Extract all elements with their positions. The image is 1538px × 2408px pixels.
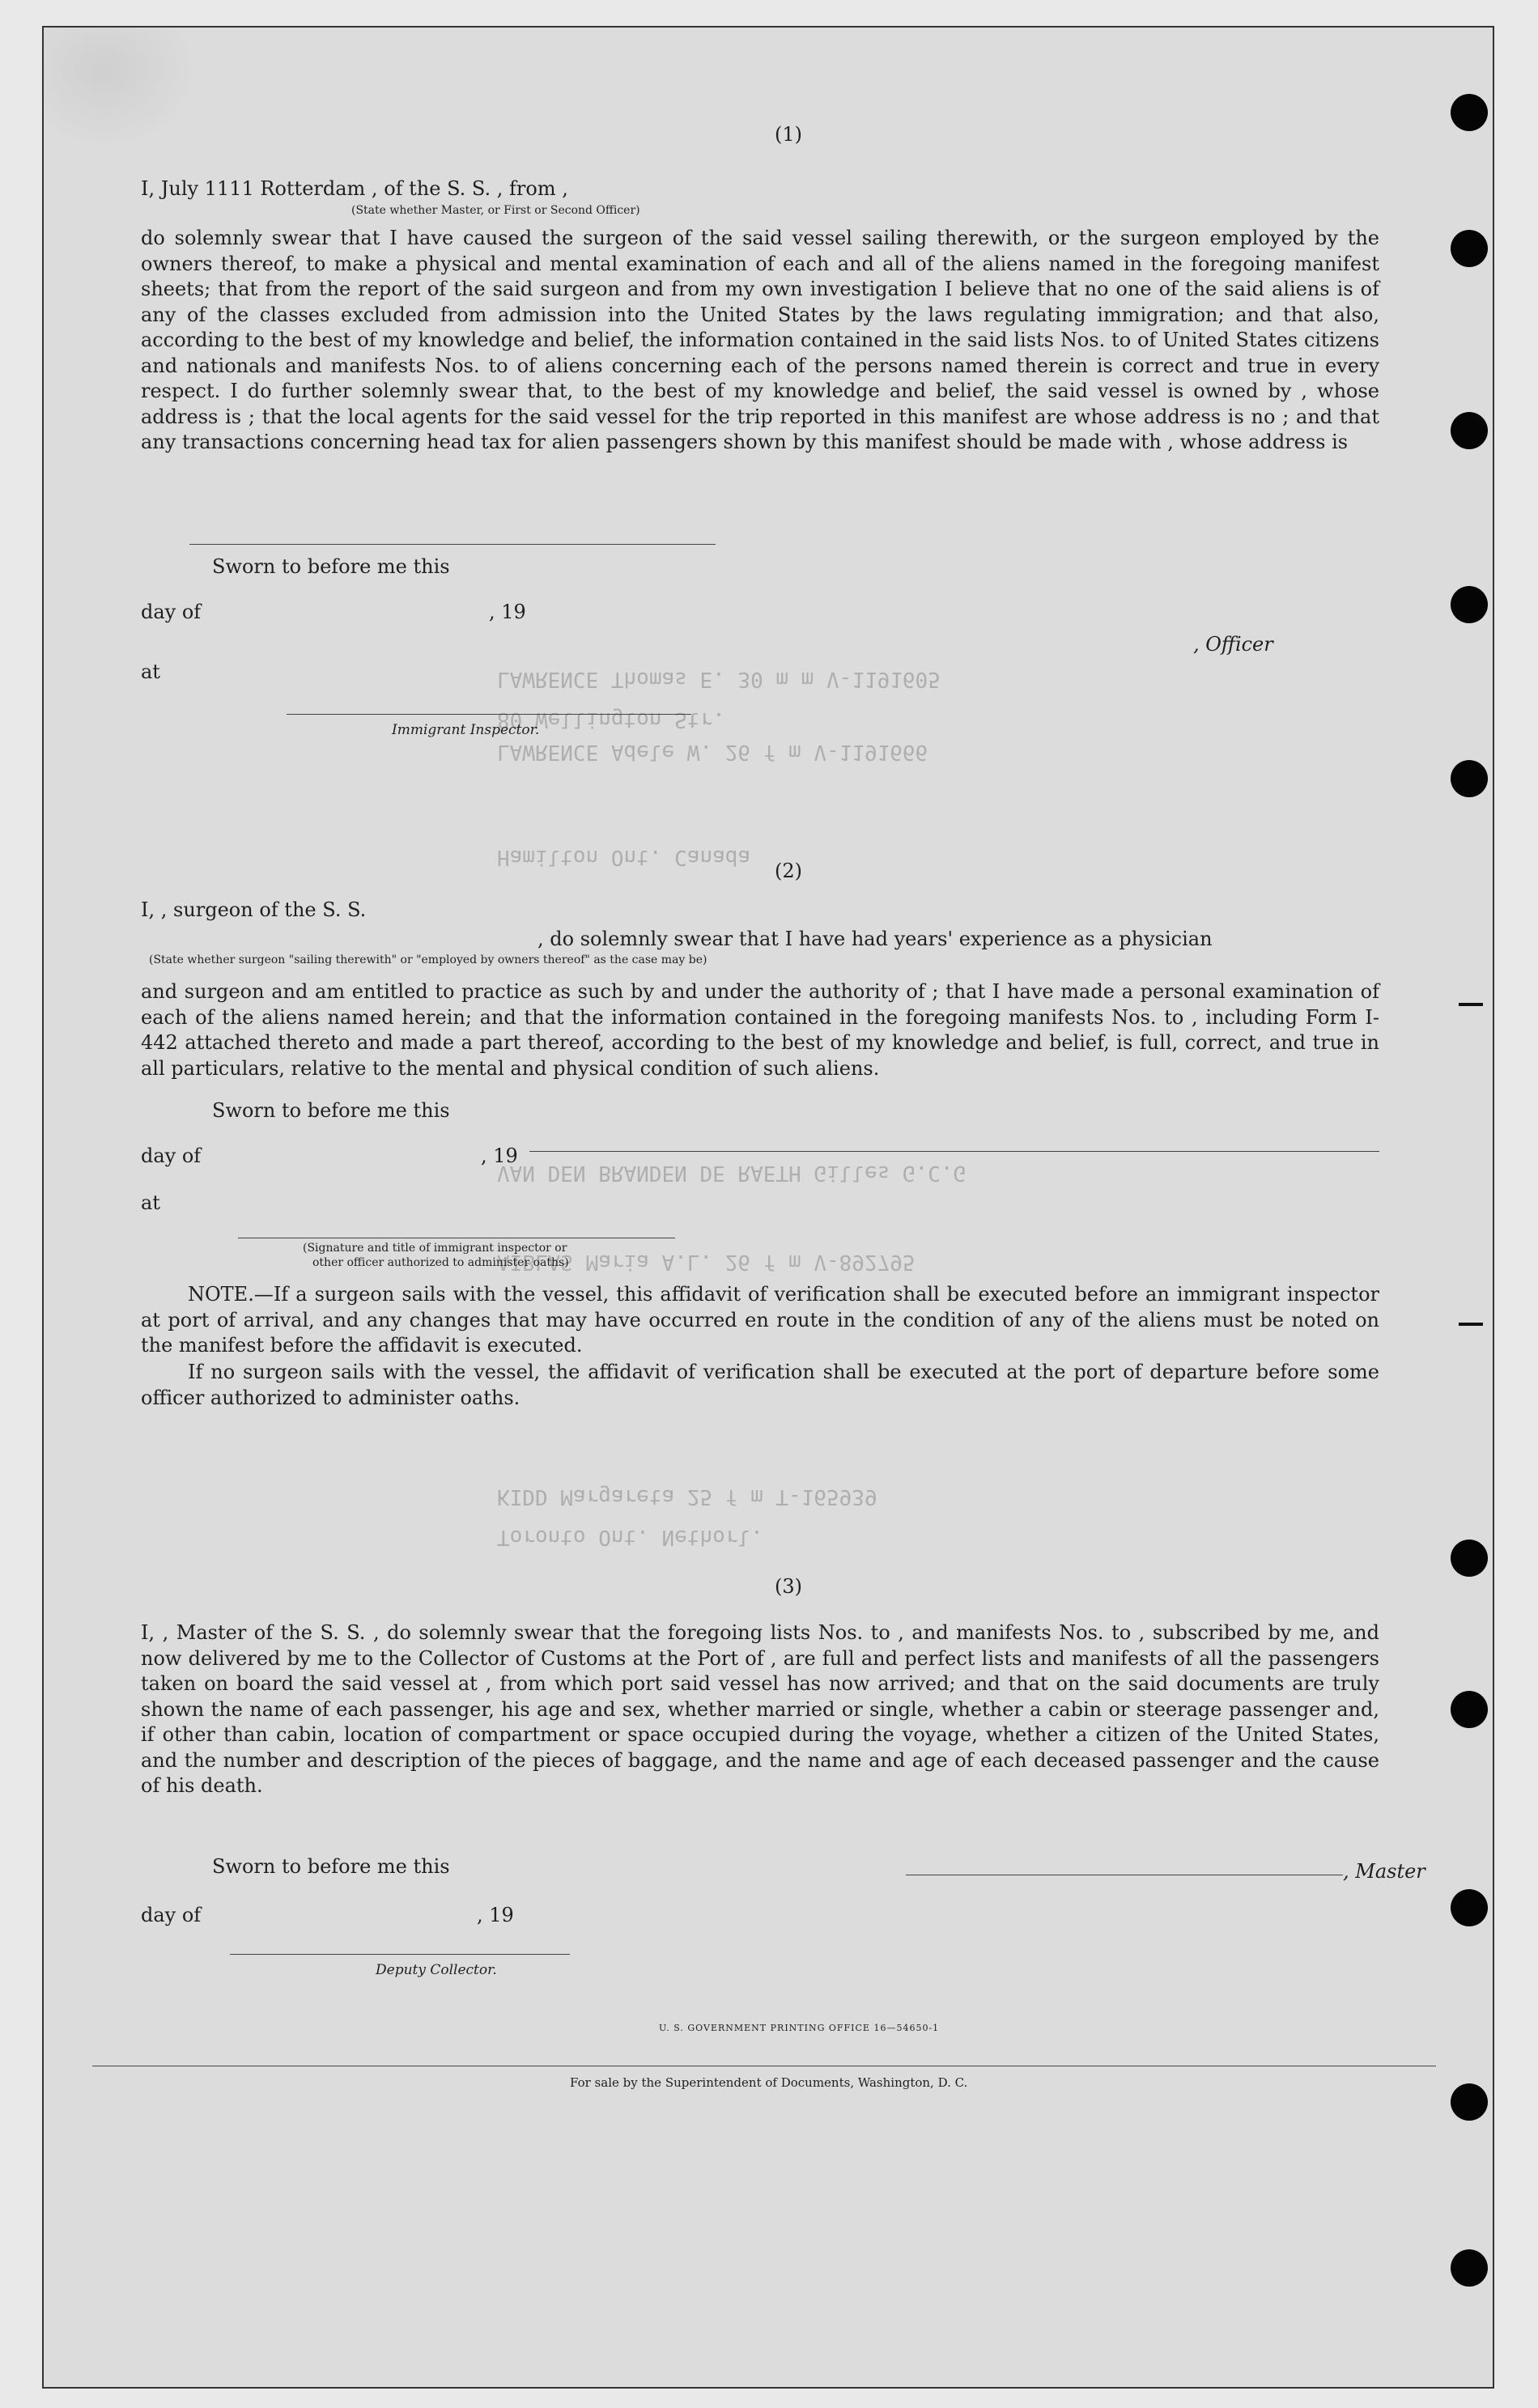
section-2-at: at bbox=[141, 1191, 160, 1214]
binder-hole bbox=[1451, 760, 1488, 797]
bleed-through-line: AIBLAS Maria A.L. 26 f m V-892795 bbox=[497, 1250, 916, 1274]
section-1-at: at bbox=[141, 660, 160, 683]
binder-hole bbox=[1451, 2083, 1488, 2121]
binder-hole bbox=[1451, 1691, 1488, 1728]
section-1-day-of: day of bbox=[141, 601, 202, 623]
master-label: , Master bbox=[1343, 1860, 1425, 1883]
bleed-through-line: LAWRENCE Thomas E. 30 m m V-1191605 bbox=[497, 667, 941, 691]
binder-hole bbox=[1451, 94, 1488, 131]
surgeon-caption: (State whether surgeon "sailing therewith" or "employed by owners thereof" as the case may be) bbox=[149, 953, 707, 966]
section-2-number: (2) bbox=[775, 860, 802, 882]
section-2-sworn: Sworn to before me this bbox=[212, 1099, 450, 1122]
deputy-signature-line bbox=[230, 1954, 570, 1955]
binder-hole bbox=[1451, 412, 1488, 449]
note-surgeon-sails: NOTE.—If a surgeon sails with the vessel, this affidavit of verification shall be executed before an immigrant inspector at port of arrival, and any changes that may have occurred en route in the condition of any of the aliens must be noted on the manifest before the affidavit is executed. bbox=[141, 1283, 1379, 1357]
surgeon-swear-line: , do solemnly swear that I have had years' experience as a physician bbox=[537, 928, 1213, 950]
bleed-through-line: Toronto Ont. Nethorl. bbox=[497, 1525, 763, 1549]
section-1-number: (1) bbox=[775, 123, 802, 146]
section-2-body: and surgeon and am entitled to practice as such by and under the authority of ; that I have made a personal examination of each of the aliens named herein; and that the information contained in the foregoing manifests Nos. to , including Form I-442 attached thereto and made a part thereof, according to the best of my knowledge and belief, is full, correct, and true in all particulars, relative to the mental and physical condition of such aliens. bbox=[141, 980, 1379, 1080]
section-3-year: , 19 bbox=[477, 1904, 514, 1926]
bleed-through-line: LAWRENCE Adele W. 26 f m V-1191666 bbox=[497, 740, 928, 764]
bleed-through-line: KIDD Margareta 25 f m T-165939 bbox=[497, 1484, 877, 1509]
binder-hole bbox=[1451, 1889, 1488, 1926]
deputy-collector-label: Deputy Collector. bbox=[376, 1962, 497, 1978]
manifest-back-page bbox=[42, 26, 1494, 2389]
officer-label: , Officer bbox=[1193, 633, 1273, 656]
sig-caption-1: (Signature and title of immigrant inspector or bbox=[303, 1242, 567, 1255]
note-no-surgeon: If no surgeon sails with the vessel, the affidavit of verification shall be executed at the port of departure before some officer authorized to administer oaths. bbox=[141, 1361, 1379, 1409]
binder-hole bbox=[1451, 230, 1488, 267]
surgeon-line: I, , surgeon of the S. S. bbox=[141, 898, 367, 921]
signature-line bbox=[529, 1151, 1379, 1152]
section-2-year: , 19 bbox=[481, 1145, 518, 1167]
punch-mark bbox=[1459, 1323, 1483, 1326]
section-3-body: I, , Master of the S. S. , do solemnly swear that the foregoing lists Nos. to , and manifests Nos. to , subscribed by me, and now delivered by me to the Collector of Customs at the Port of , are full and perfect lists and manifests of all the passengers taken on board the said vessel at , from which port said vessel has now arrived; and that on the said documents are truly shown the name of each passenger, his age and sex, whether married or single, whether a cabin or steerage passenger and, if other than cabin, location of compartment or space occupied during the voyage, whether a citizen of the United States, and the number and description of the pieces of baggage, and the name and age of each deceased passenger and the cause of his death. bbox=[141, 1621, 1379, 1797]
immigrant-inspector-label: Immigrant Inspector. bbox=[392, 722, 540, 738]
master-caption: (State whether Master, or First or Second Officer) bbox=[351, 204, 640, 217]
signature-line bbox=[189, 544, 716, 545]
bleed-through-line: VAN DEN BRANDEN DE RAETH Gilles G.C.G bbox=[497, 1161, 967, 1185]
punch-mark bbox=[1459, 1003, 1483, 1006]
section-1-oath-line: I, July 1111 Rotterdam , of the S. S. , from , bbox=[141, 177, 568, 200]
section-2-day-of: day of bbox=[141, 1145, 202, 1167]
binder-hole bbox=[1451, 1540, 1488, 1577]
bleed-through-line: Hamilton Ont. Canada bbox=[497, 845, 751, 869]
inspector-signature-line bbox=[287, 714, 691, 715]
sig-caption-2: other officer authorized to administer oaths) bbox=[312, 1256, 569, 1269]
section-1-body: do solemnly swear that I have caused the surgeon of the said vessel sailing therewith, or the surgeon employed by the owners thereof, to make a physical and mental examination of each and all of the aliens named in the foregoing manifest sheets; that from the report of the said surgeon and from my own investigation I believe that no one of the said aliens is of any of the classes excluded from admission into the United States by the laws regulating immigration; and that also, according to the best of my knowledge and belief, the information contained in the said lists Nos. to of United States citizens and nationals and manifests Nos. to of aliens concerning each of the persons named therein is correct and true in every respect. I do further solemnly swear that, to the best of my knowledge and belief, the said vessel is owned by , whose address is ; that the local agents for the said vessel for the trip reported in this manifest are whose address is no ; and that any transactions concerning head tax for alien passengers shown by this manifest should be made with , whose address is bbox=[141, 227, 1379, 453]
section-1-year: , 19 bbox=[489, 601, 526, 623]
bleed-through-line: 80 Wellington Str. bbox=[497, 707, 725, 732]
binder-hole bbox=[1451, 586, 1488, 623]
section-1-sworn: Sworn to before me this bbox=[212, 555, 450, 578]
for-sale-line: For sale by the Superintendent of Documents, Washington, D. C. bbox=[570, 2075, 968, 2090]
section-3-sworn: Sworn to before me this bbox=[212, 1855, 450, 1878]
section-3-day-of: day of bbox=[141, 1904, 202, 1926]
printing-office-line: U. S. GOVERNMENT PRINTING OFFICE 16—54650-1 bbox=[659, 2023, 940, 2033]
binder-hole bbox=[1451, 2249, 1488, 2287]
section-3-number: (3) bbox=[775, 1575, 802, 1598]
